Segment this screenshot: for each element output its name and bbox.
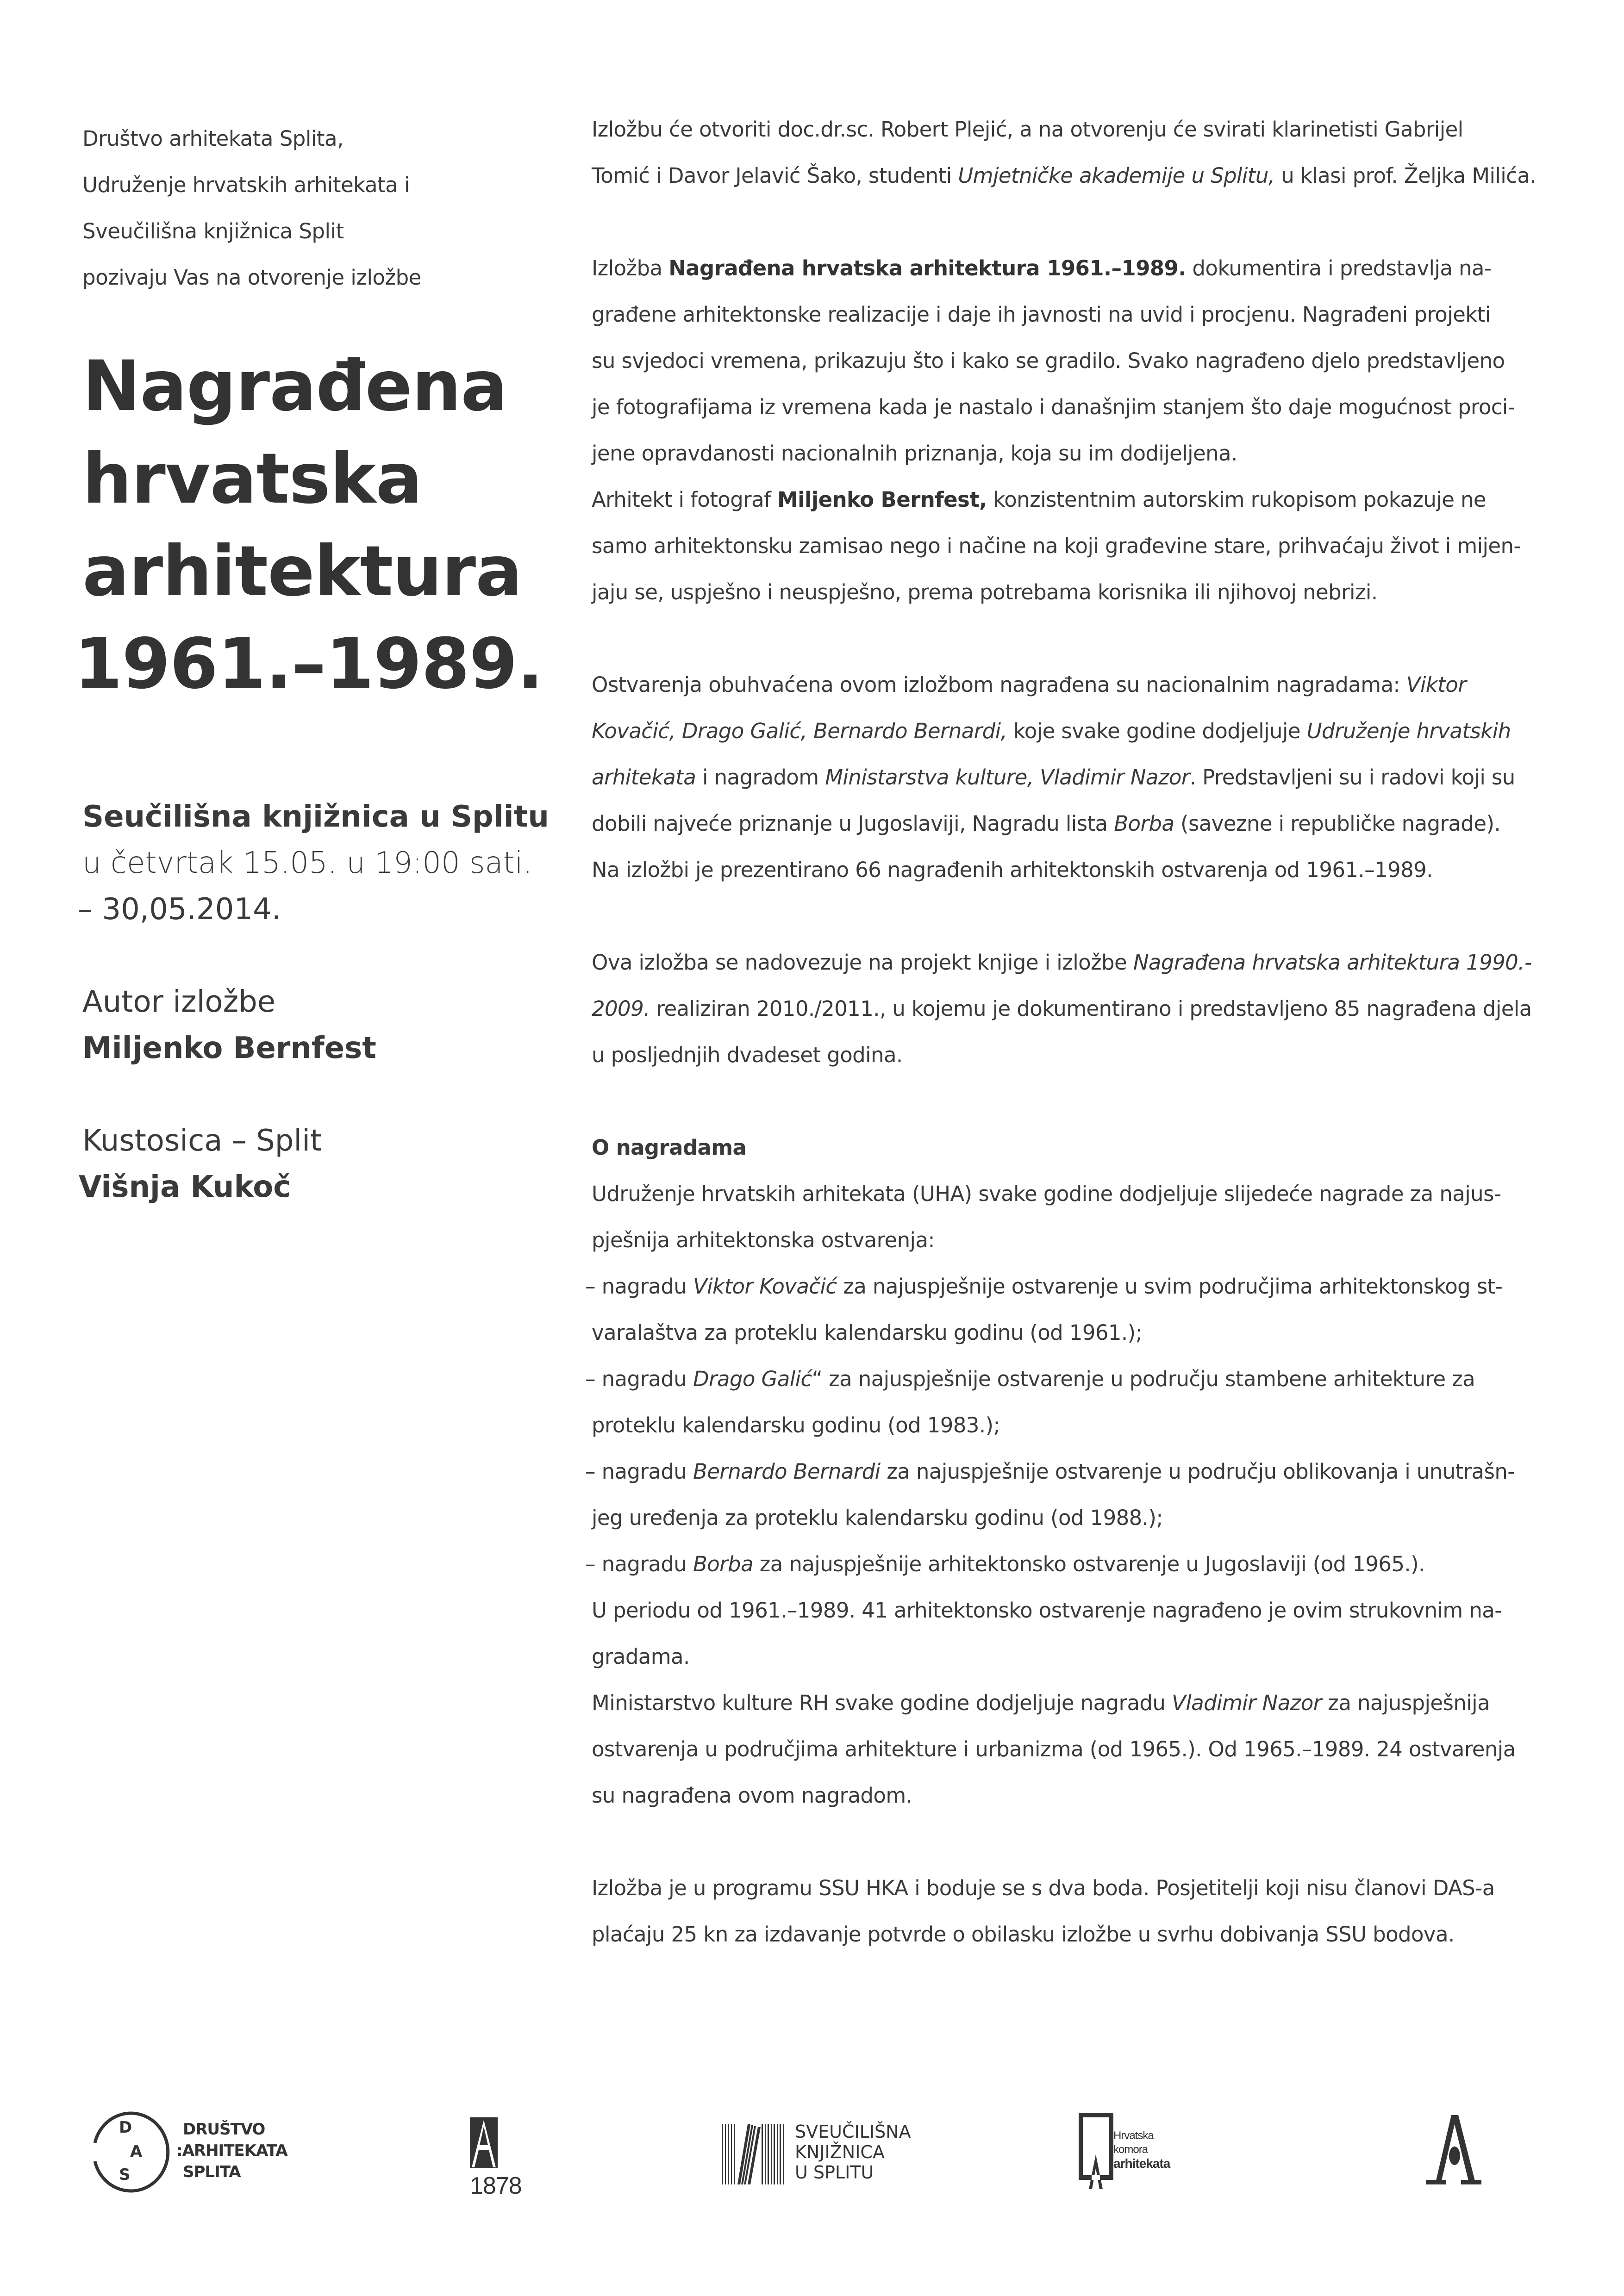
awards-summary-paragraph (592, 662, 1573, 893)
library-logo (721, 2122, 911, 2186)
curator-block (79, 1118, 322, 1210)
text-line: proteklu kalendarsku godinu (od 1983.); (592, 1413, 1000, 1437)
italic-span: 2009. (592, 996, 650, 1021)
text-span: realiziran 2010./2011., u kojemu je dokumentirano i predstavljeno 85 nagrađena djela (650, 996, 1532, 1021)
text-line (592, 153, 1573, 199)
text-line: Na izložbi je prezentirano 66 nagrađenih arhitektonskih ostvarenja od 1961.–1989. (592, 858, 1433, 882)
venue-name: Seučilišna knjižnica u Splitu (82, 800, 549, 834)
text-span: za najuspješnije arhitektonsko ostvarenje u Jugoslaviji (od 1965.). (753, 1552, 1425, 1576)
text-line (592, 1680, 1573, 1726)
das-logo (90, 2110, 287, 2194)
text-span: – nagradu (585, 1367, 693, 1391)
das-letter-s: S (119, 2165, 131, 2184)
text-line (592, 245, 1573, 292)
text-span: – nagradu (585, 1274, 693, 1299)
italic-span: Borba (693, 1552, 753, 1576)
title-line: arhitektura (82, 531, 522, 612)
logo-strip (0, 2110, 1624, 2212)
das-wordmark (176, 2119, 287, 2183)
das-line: SPLITA (183, 2163, 241, 2181)
bold-span: Nagrađena hrvatska arhitektura 1961.–1989. (668, 256, 1186, 280)
text-line (592, 477, 1573, 523)
curator-name: Višnja Kukoč (79, 1170, 291, 1204)
award-item (585, 1449, 1573, 1495)
library-wordmark (795, 2122, 911, 2183)
text-span: u klasi prof. Željka Milića. (1274, 163, 1537, 188)
text-span: “ za najuspješnije ostvarenje u području stambene arhitekture za (812, 1367, 1475, 1391)
das-line: DRUŠTVO (183, 2120, 265, 2139)
text-span: dobili najveće priznanje u Jugoslaviji, Nagradu lista (592, 811, 1114, 836)
text-span: za najuspješnije ostvarenje u svim područjima arhitektonskog st- (837, 1274, 1503, 1299)
italic-span: Viktor (1406, 672, 1467, 697)
text-line: gradama. (592, 1644, 690, 1669)
text-span: Arhitekt i fotograf (592, 487, 777, 512)
ssu-paragraph (592, 1865, 1573, 1958)
text-line (592, 708, 1573, 754)
title-years: 1961.–1989. (74, 624, 543, 704)
italic-span: Udruženje hrvatskih (1306, 719, 1511, 743)
text-line: Izložba je u programu SSU HKA i boduje se s dva boda. Posjetitelji koji nisu članovi DAS-a (592, 1876, 1495, 1900)
italic-span: Umjetničke akademije u Splitu, (958, 163, 1275, 188)
italic-span: Bernardo Bernardi (693, 1459, 881, 1484)
inviter-line: Sveučilišna knjižnica Split (82, 219, 344, 243)
text-span: Ova izložba se nadovezuje na projekt knjige i izložbe (592, 950, 1133, 975)
hka-line: Hrvatska (1113, 2129, 1154, 2142)
inviter-line: Udruženje hrvatskih arhitekata i (82, 173, 410, 197)
italic-span: arhitekata (592, 765, 696, 790)
text-line: jene opravdanosti nacionalnih priznanja, koja su im dodijeljena. (592, 441, 1237, 466)
venue-block (78, 794, 549, 933)
description-paragraph (592, 245, 1573, 616)
exhibition-title (74, 340, 543, 710)
paragraph-gap (592, 1819, 1573, 1865)
hka-frame-icon (1079, 2110, 1113, 2189)
a-square-icon (470, 2117, 498, 2168)
italic-span: Vladimir Nazor (1172, 1691, 1322, 1715)
award-item (585, 1263, 1573, 1310)
award-item (585, 1356, 1573, 1402)
das-line: :ARHITEKATA (176, 2141, 287, 2160)
zaa-1878-logo (470, 2117, 522, 2200)
text-span: za najuspješnije ostvarenje u području oblikovanja i unutrašn- (880, 1459, 1515, 1484)
text-span: (savezne i republičke nagrade). (1174, 811, 1501, 836)
das-letter-a: A (130, 2142, 143, 2161)
text-span: dokumentira i predstavlja na- (1186, 256, 1492, 280)
paragraph-gap (592, 893, 1573, 940)
hka-wordmark (1113, 2129, 1170, 2171)
zaa-year: 1878 (470, 2172, 522, 2199)
related-project-paragraph (592, 940, 1573, 1078)
text-span: – nagradu (585, 1459, 693, 1484)
text-line: samo arhitektonsku zamisao nego i načine na koji građevine stare, prihvaćaju život i mijen- (592, 534, 1521, 558)
text-line: plaćaju 25 kn za izdavanje potvrde o obilasku izložbe u svrhu dobivanja SSU bodova. (592, 1922, 1455, 1947)
awards-section (585, 1125, 1573, 1819)
paragraph-gap (592, 1078, 1573, 1125)
library-line: U SPLITU (795, 2162, 874, 2183)
italic-span: Borba (1114, 811, 1174, 836)
text-line: u posljednjih dvadeset godina. (592, 1043, 903, 1067)
award-item (585, 1541, 1573, 1587)
paragraph-gap (592, 616, 1573, 662)
right-column (585, 106, 1573, 1958)
text-span: Izložba (592, 256, 669, 280)
venue-until: – 30,05.2014. (78, 892, 281, 927)
library-line: KNJIŽNICA (795, 2142, 885, 2162)
text-span: Tomić i Davor Jelavić Šako, studenti (592, 163, 958, 188)
library-line: SVEUČILIŠNA (795, 2122, 911, 2142)
text-line: ostvarenja u područjima arhitekture i urbanizma (od 1965.). Od 1965.–1989. 24 ostvarenja (592, 1737, 1516, 1761)
bold-span: Miljenko Bernfest, (777, 487, 987, 512)
italic-span: Kovačić, Drago Galić, Bernardo Bernardi, (592, 719, 1007, 743)
hka-logo (1079, 2110, 1170, 2191)
title-line: Nagrađena (82, 346, 507, 427)
das-circle-icon (90, 2110, 178, 2194)
inviters (82, 116, 421, 301)
text-line (592, 986, 1573, 1032)
inviter-line: pozivaju Vas na otvorenje izložbe (82, 265, 421, 290)
text-line: jeg uređenja za proteklu kalendarsku godinu (od 1988.); (592, 1506, 1163, 1530)
opening-paragraph (592, 106, 1573, 199)
text-line: građene arhitektonske realizacije i daje ih javnosti na uvid i procjenu. Nagrađeni projekti (592, 302, 1491, 327)
text-line: su nagrađena ovom nagradom. (592, 1783, 912, 1808)
text-span: . Predstavljeni su i radovi koji su (1189, 765, 1515, 790)
text-span: koje svake godine dodjeljuje (1007, 719, 1307, 743)
text-span: Ostvarenja obuhvaćena ovom izložbom nagrađena su nacionalnim nagradama: (592, 672, 1406, 697)
text-line: jaju se, uspješno i neuspješno, prema potrebama korisnika ili njihovoj nebrizi. (592, 580, 1378, 604)
text-line: U periodu od 1961.–1989. 41 arhitektonsko ostvarenje nagrađeno je ovim strukovnim na- (592, 1598, 1502, 1623)
text-span: i nagradom (696, 765, 825, 790)
text-line: Izložbu će otvoriti doc.dr.sc. Robert Plejić, a na otvorenju će svirati klarinetisti Gabrijel (592, 117, 1463, 142)
italic-span: Drago Galić (693, 1367, 812, 1391)
text-span: – nagradu (585, 1552, 693, 1576)
awards-heading: O nagradama (592, 1135, 747, 1160)
text-line: Udruženje hrvatskih arhitekata (UHA) svake godine dodjeljuje slijedeće nagrade za najus- (592, 1182, 1501, 1206)
text-line: pješnija arhitektonska ostvarenja: (592, 1228, 935, 1252)
author-name: Miljenko Bernfest (82, 1031, 376, 1065)
uha-logo (1426, 2110, 1481, 2191)
text-line (592, 801, 1573, 847)
hka-line: komora (1113, 2143, 1148, 2156)
text-span: Ministarstvo kulture RH svake godine dodjeljuje nagradu (592, 1691, 1172, 1715)
uha-a-icon (1426, 2110, 1481, 2189)
text-line (592, 662, 1573, 708)
italic-span: Ministarstva kulture, Vladimir Nazor (825, 765, 1190, 790)
text-span: za najuspješnija (1321, 1691, 1490, 1715)
das-letter-d: D (119, 2118, 132, 2137)
inviter-line: Društvo arhitekata Splita, (82, 126, 344, 151)
text-line: su svjedoci vremena, prikazuju što i kako se gradilo. Svako nagrađeno djelo predstavljeno (592, 348, 1505, 373)
author-label: Autor izložbe (82, 985, 276, 1019)
book-barcode-icon (721, 2124, 786, 2184)
italic-span: Viktor Kovačić (693, 1274, 837, 1299)
paragraph-gap (592, 199, 1573, 245)
text-line (592, 754, 1573, 801)
text-span: konzistentnim autorskim rukopisom pokazuje ne (987, 487, 1486, 512)
italic-span: Nagrađena hrvatska arhitektura 1990.- (1133, 950, 1532, 975)
author-block (82, 979, 376, 1071)
text-line (592, 940, 1573, 986)
curator-label: Kustosica – Split (82, 1124, 322, 1158)
hka-line: arhitekata (1113, 2156, 1170, 2171)
title-line: hrvatska (82, 439, 422, 519)
text-line: varalaštva za proteklu kalendarsku godinu (od 1961.); (592, 1320, 1143, 1345)
venue-date: u četvrtak 15.05. u 19:00 sati. (82, 846, 532, 880)
text-line: je fotografijama iz vremena kada je nastalo i današnjim stanjem što daje mogućnost proci- (592, 395, 1515, 419)
